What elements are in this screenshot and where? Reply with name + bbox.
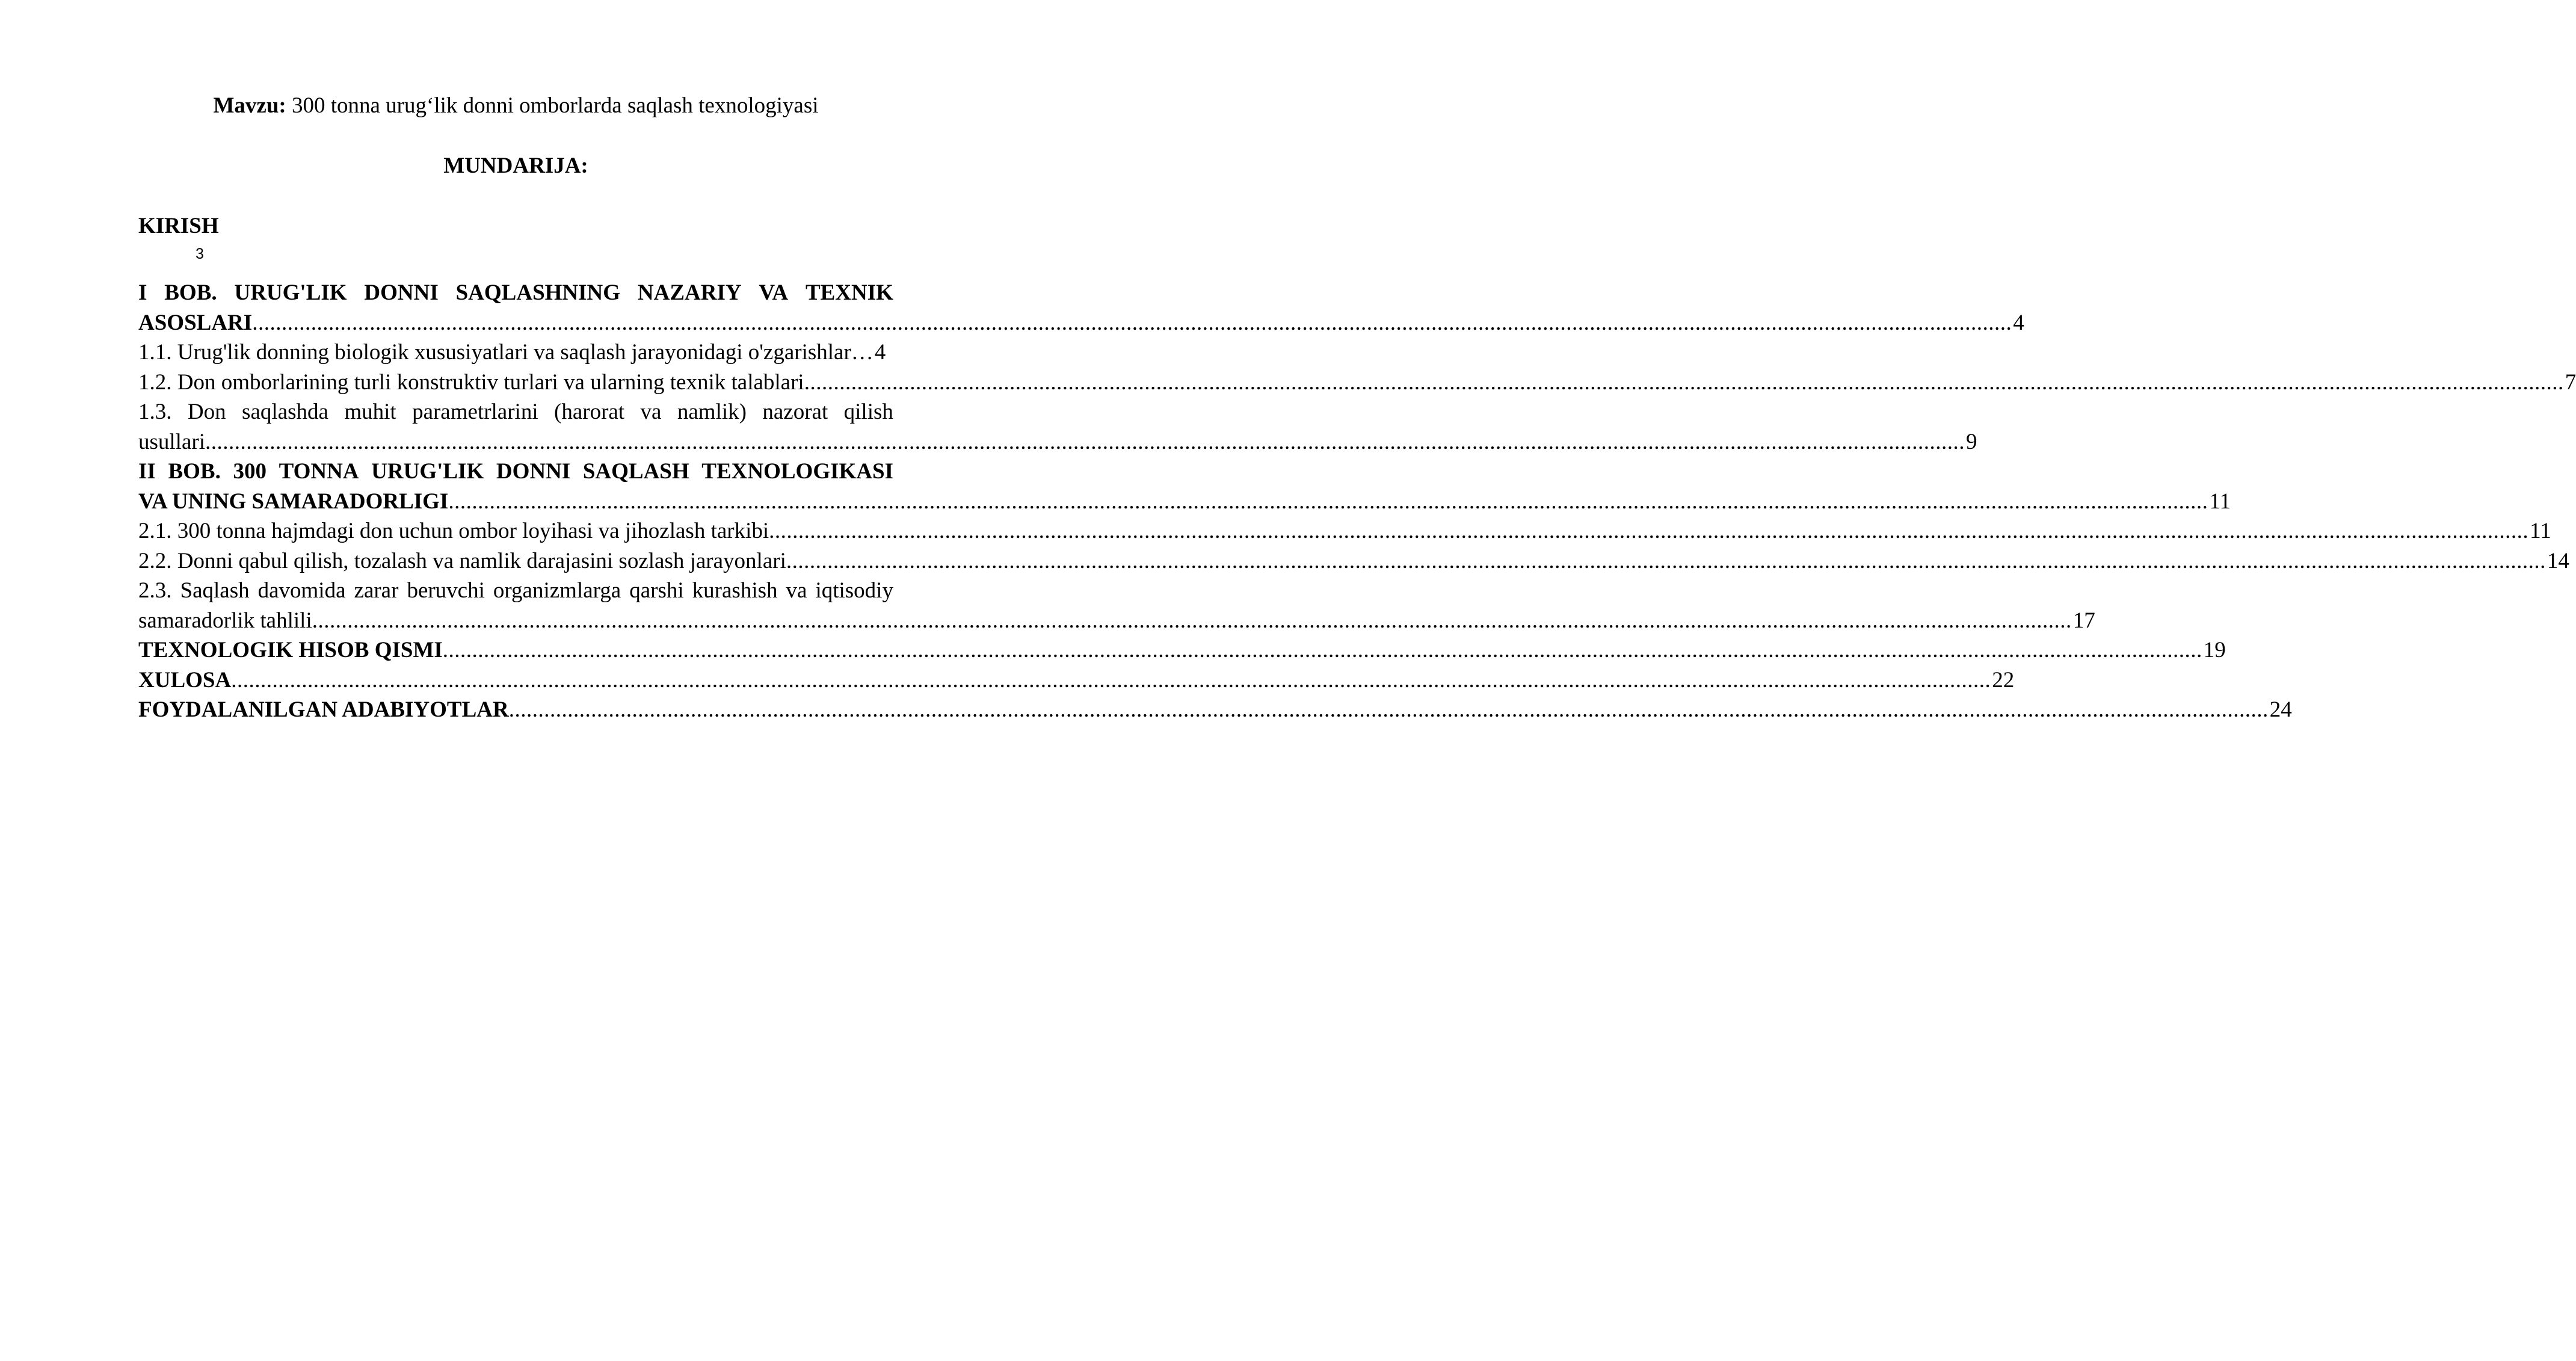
dot-leader: ............................................................................................................................................................................................................................................................................................................: [312, 608, 2072, 633]
toc-entry-page: 22: [1992, 667, 2015, 693]
toc-entry-page: 14: [2547, 548, 2569, 573]
toc-entry-page: 17: [2072, 608, 2095, 633]
toc-entry-label: FOYDALANILGAN ADABIYOTLAR: [138, 697, 509, 722]
toc-entry-1-2: [138, 368, 2576, 398]
toc-word: saqlashda: [242, 400, 328, 424]
toc-word: SAQLASH: [582, 459, 689, 484]
toc-entry-page: 4: [2013, 310, 2024, 335]
toc-entry-label: 1.2. Don omborlarining turli konstruktiv turlari va ularning texnik talablari: [138, 369, 804, 395]
toc-entry-1-1: [138, 338, 893, 368]
toc-word: VA: [759, 280, 789, 305]
toc-word: TONNA: [279, 459, 359, 484]
toc-word: NAZARIY: [637, 280, 742, 305]
toc-entry-2-3: [138, 576, 2095, 635]
toc-word: zarar: [354, 578, 399, 603]
toc-entry-line: [138, 576, 893, 606]
toc-word: URUG'LIK: [234, 280, 347, 305]
toc-word: BOB.: [168, 459, 221, 484]
toc-entry-label: 2.1. 300 tonna hajmdagi don uchun ombor loyihasi va jihozlash tarkibi: [138, 519, 769, 543]
toc-entry-page: 19: [2203, 638, 2226, 662]
toc-word: nazorat: [762, 400, 828, 424]
dot-leader: ............................................................................................................................................................................................................................................................................................................: [786, 548, 2546, 573]
toc-entry-label: [138, 397, 893, 427]
toc-entry-1-3: [138, 397, 1977, 457]
toc-entry-2-1: [138, 516, 2551, 546]
dot-leader: ............................................................................................................................................................................................................................................................................................................: [804, 369, 2564, 395]
toc-entry-label: TEXNOLOGIK HISOB QISMI: [138, 638, 443, 662]
dot-leader: ............................................................................................................................................................................................................................................................................................................: [231, 667, 1991, 693]
toc-entry-line: [138, 368, 2576, 398]
toc-intro-page: 3: [196, 245, 204, 262]
toc-word: muhit: [344, 400, 396, 424]
toc-entry-line: [138, 427, 1977, 457]
toc-word: iqtisodiy: [815, 578, 893, 603]
toc-word: va: [640, 400, 662, 424]
toc-word: DONNI: [364, 280, 439, 305]
toc-word: beruvchi: [407, 578, 485, 603]
toc-entry-page: 4: [874, 340, 886, 365]
toc-word: TEXNOLOGIKASI: [701, 459, 893, 484]
toc-entry-line: [138, 397, 893, 427]
toc-entry-line: [138, 278, 893, 308]
toc-word: 2.3.: [138, 578, 172, 603]
dot-leader: ............................................................................................................................................................................................................................................................................................................: [442, 638, 2202, 662]
toc-entry-line: [138, 665, 2015, 696]
toc-word: URUG'LIK: [371, 459, 484, 484]
topic-label: Mavzu:: [213, 93, 286, 118]
toc-entry-2-2: [138, 546, 2569, 576]
toc-entry-page: 7: [2565, 369, 2576, 395]
toc-entry-label: [138, 457, 893, 487]
toc-entry-label: samaradorlik tahlili: [138, 608, 312, 633]
dot-leader: ............................................................................................................................................................................................................................................................................................................: [448, 489, 2208, 514]
dot-leader: ............................................................................................................................................................................................................................................................................................................: [769, 519, 2529, 543]
toc-entry-line: [138, 338, 893, 368]
toc-entry-chapter-2: [138, 457, 2231, 516]
toc-entry-line: [138, 546, 2569, 576]
toc-entry-chapter-1: [138, 278, 2024, 338]
toc-entry-line: [138, 695, 2292, 725]
toc-entry-technical-calc: [138, 635, 2226, 665]
toc-entry-page: 9: [1965, 429, 1977, 454]
toc-word: 1.3.: [138, 400, 172, 424]
toc-word: DONNI: [496, 459, 571, 484]
toc-entry-page: 11: [2530, 519, 2551, 543]
toc-word: 300: [233, 459, 267, 484]
toc-word: kurashish: [692, 578, 778, 603]
toc-entry-label: 1.1. Urug'lik donning biologik xususiyatlari va saqlash jarayonidagi o'zgarishlar…: [138, 340, 874, 365]
toc-word: va: [786, 578, 807, 603]
toc-entry-line: [138, 487, 2231, 517]
toc-word: organizmlarga: [493, 578, 621, 603]
toc-entry-line: [138, 606, 2095, 636]
dot-leader: ............................................................................................................................................................................................................................................................................................................: [508, 697, 2269, 722]
toc-word: Don: [187, 400, 226, 424]
toc-word: qilish: [843, 400, 893, 424]
toc-entry-conclusion: [138, 665, 2015, 696]
table-of-contents: [138, 278, 2576, 725]
topic-text: 300 tonna urug‘lik donni omborlarda saqlash texnologiyasi: [291, 93, 819, 118]
toc-word: davomida: [257, 578, 346, 603]
toc-word: (harorat: [554, 400, 625, 424]
toc-word: qarshi: [629, 578, 684, 603]
toc-entry-line: [138, 635, 2226, 665]
toc-word: parametrlarini: [412, 400, 538, 424]
toc-intro-label: KIRISH: [138, 214, 219, 238]
toc-entry-page: 24: [2269, 697, 2292, 722]
dot-leader: ............................................................................................................................................................................................................................................................................................................: [205, 429, 1965, 454]
toc-entry-label: usullari: [138, 429, 205, 454]
toc-word: TEXNIK: [805, 280, 893, 305]
toc-entry-line: [138, 516, 2551, 546]
toc-entry-label: XULOSA: [138, 667, 232, 693]
dot-leader: ............................................................................................................................................................................................................................................................................................................: [252, 310, 2012, 335]
topic-line: [138, 90, 893, 122]
toc-entry-label: [138, 278, 893, 308]
toc-word: namlik): [677, 400, 747, 424]
toc-entry-label: VA UNING SAMARADORLIGI: [138, 489, 449, 514]
toc-word: II: [138, 459, 156, 484]
toc-title: MUNDARIJA:: [443, 153, 588, 178]
toc-entry-label: ASOSLARI: [138, 310, 253, 335]
toc-entry-line: [138, 308, 2024, 338]
toc-entry-references: [138, 695, 2292, 725]
toc-word: SAQLASHNING: [455, 280, 621, 305]
toc-entry-line: [138, 457, 893, 487]
toc-word: Saqlash: [180, 578, 250, 603]
toc-entry-label: 2.2. Donni qabul qilish, tozalash va namlik darajasini sozlash jarayonlari: [138, 548, 786, 573]
toc-word: BOB.: [164, 280, 217, 305]
toc-word: I: [138, 280, 147, 305]
toc-entry-label: [138, 576, 893, 606]
toc-entry-page: 11: [2209, 489, 2231, 514]
